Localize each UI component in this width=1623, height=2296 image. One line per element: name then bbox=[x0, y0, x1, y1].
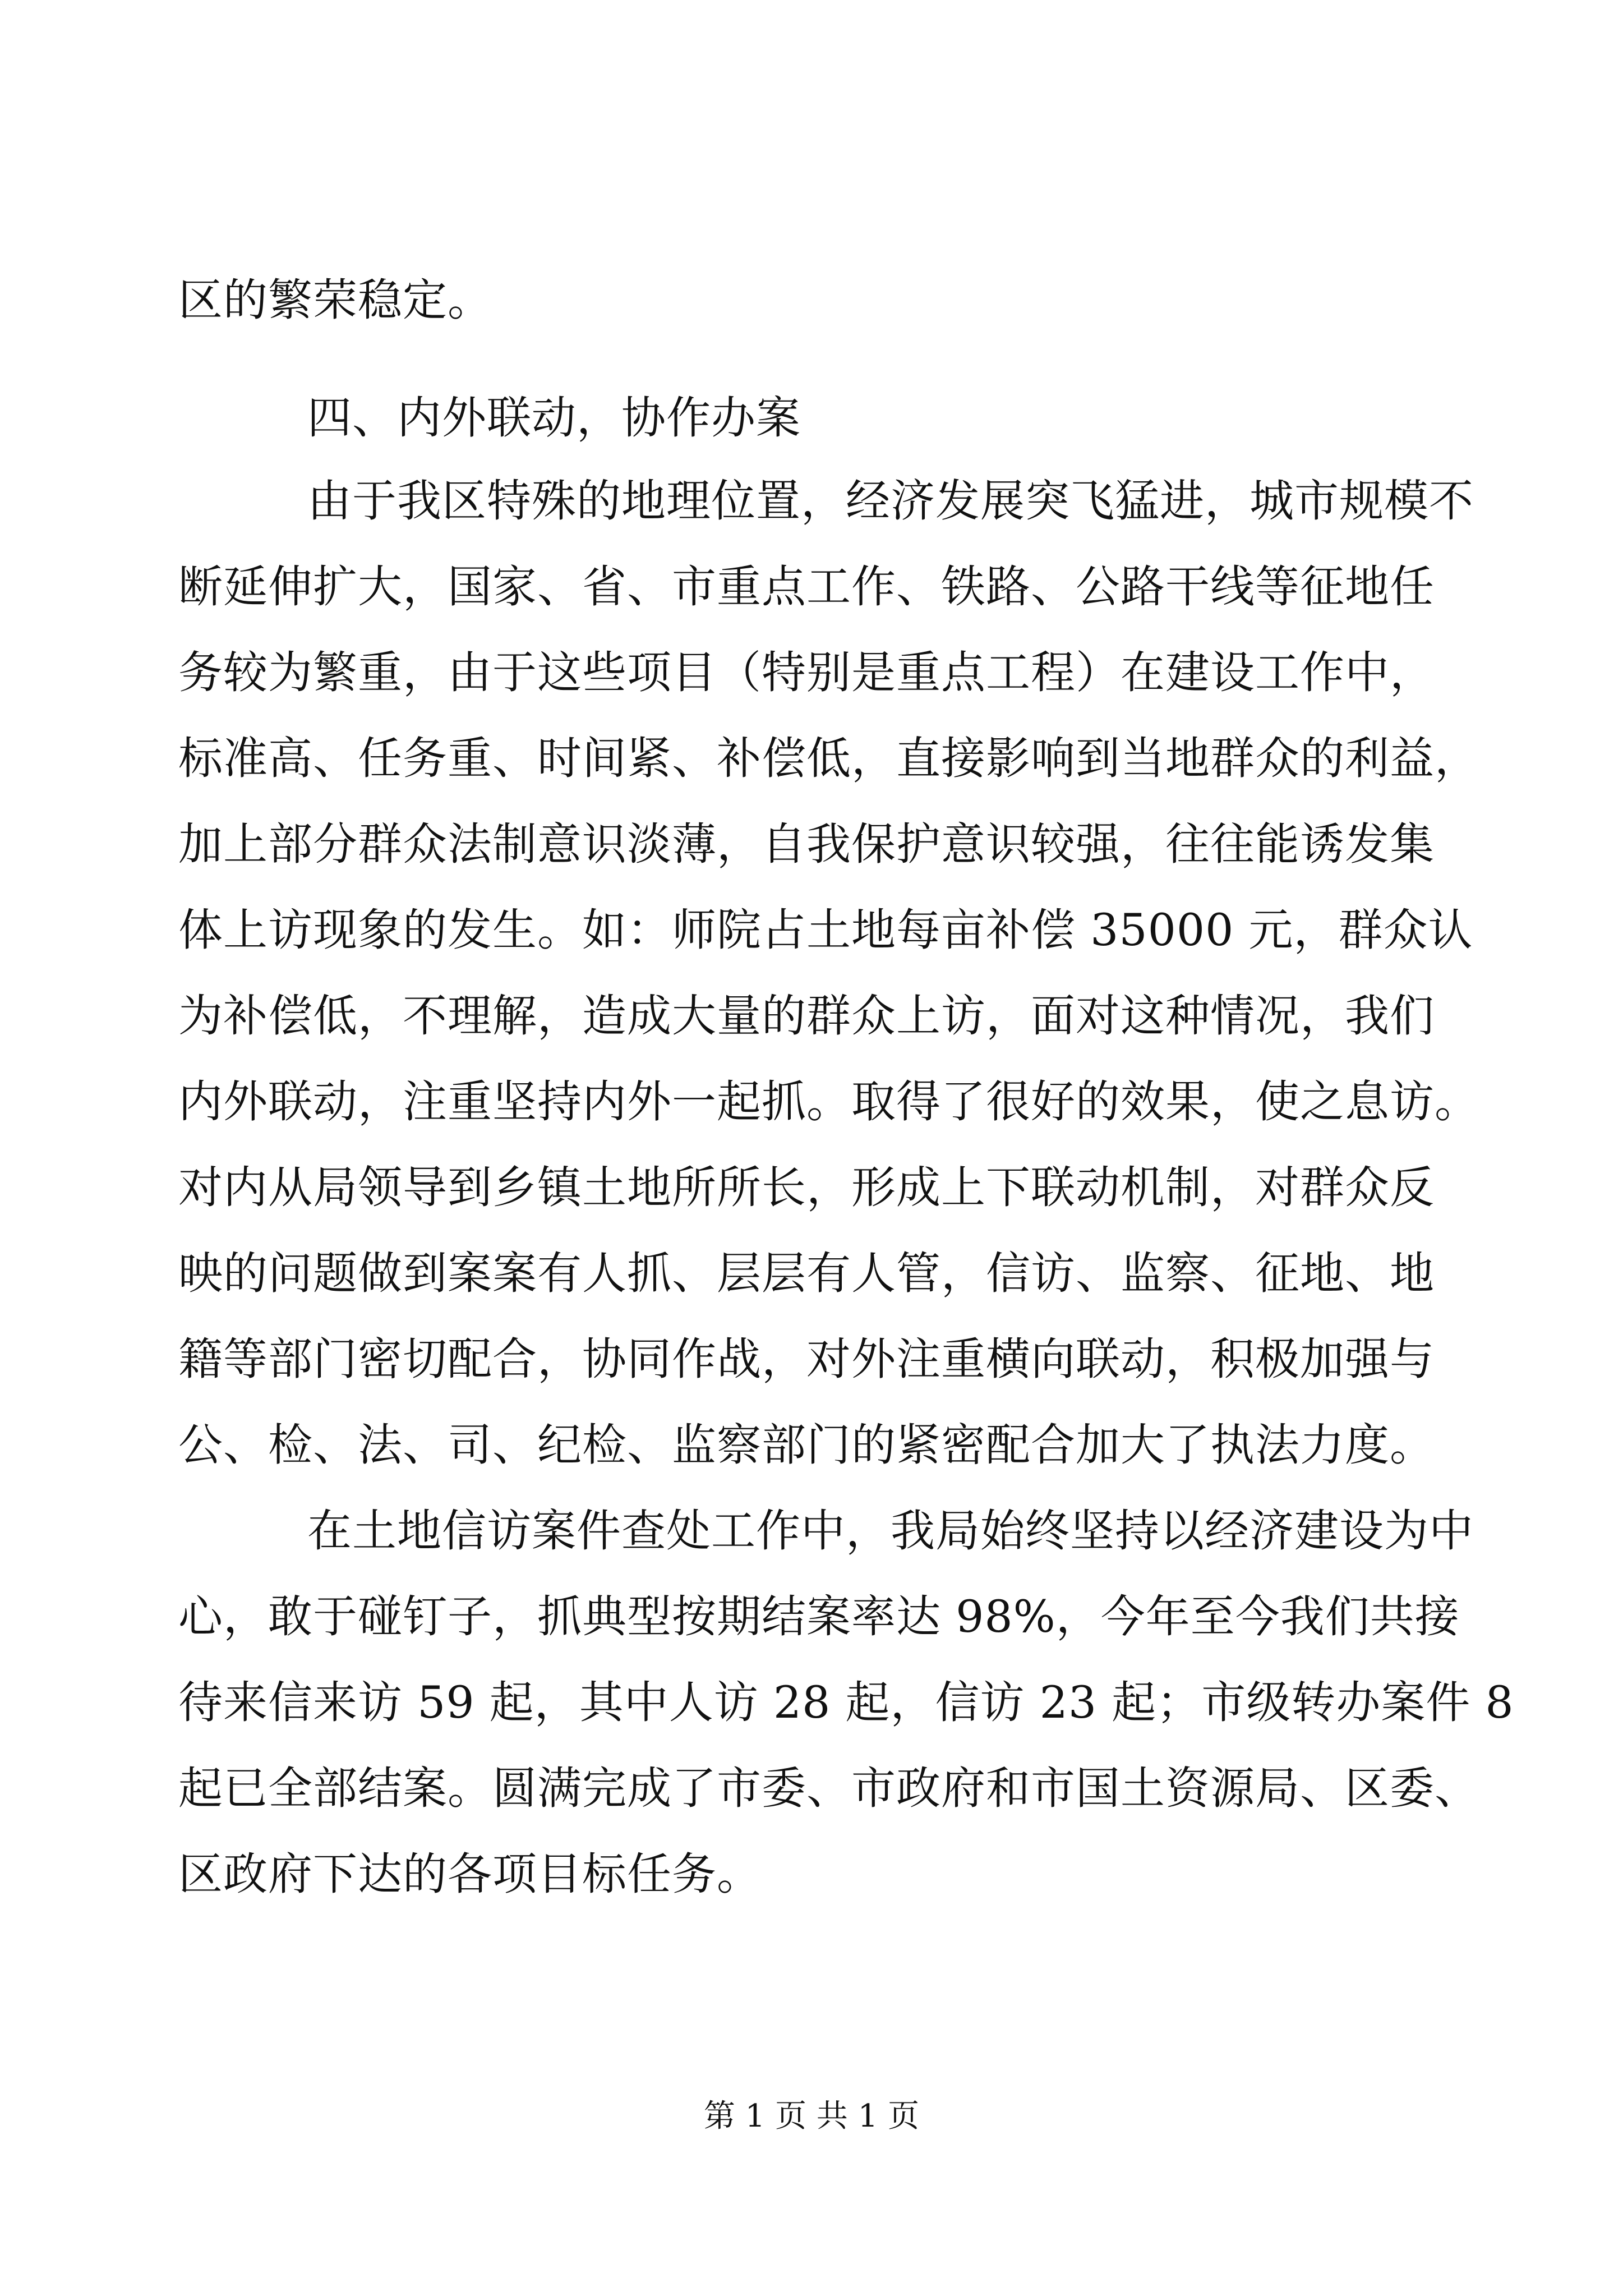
paragraph-line: 体上访现象的发生。如：师院占土地每亩补偿 35000 元，群众认 bbox=[178, 904, 1473, 956]
paragraph-line: 加上部分群众法制意识淡薄，自我保护意识较强，往往能诱发集 bbox=[178, 818, 1435, 870]
paragraph-line: 公、检、法、司、纪检、监察部门的紧密配合加大了执法力度。 bbox=[178, 1419, 1435, 1471]
paragraph-line: 为补偿低，不理解，造成大量的群众上访，面对这种情况，我们 bbox=[178, 990, 1435, 1042]
paragraph-line: 心，敢于碰钉子，抓典型按期结案率达 98%，今年至今我们共接 bbox=[178, 1591, 1460, 1642]
paragraph-line: 待来信来访 59 起，其中人访 28 起，信访 23 起；市级转办案件 8 bbox=[178, 1677, 1514, 1728]
paragraph-line: 籍等部门密切配合，协同作战，对外注重横向联动，积极加强与 bbox=[178, 1333, 1435, 1385]
page-footer: 第 1 页 共 1 页 bbox=[703, 2098, 920, 2134]
section-heading: 四、内外联动，协作办案 bbox=[307, 392, 801, 444]
paragraph-line: 标准高、任务重、时间紧、补偿低，直接影响到当地群众的利益， bbox=[178, 733, 1479, 784]
paragraph-line: 对内从局领导到乡镇土地所所长，形成上下联动机制，对群众反 bbox=[178, 1162, 1435, 1213]
paragraph-line: 内外联动，注重坚持内外一起抓。取得了很好的效果，使之息访。 bbox=[178, 1076, 1479, 1128]
paragraph-line: 映的问题做到案案有人抓、层层有人管，信访、监察、征地、地 bbox=[178, 1248, 1435, 1299]
paragraph-line: 在土地信访案件查处工作中，我局始终坚持以经济建设为中 bbox=[307, 1505, 1474, 1557]
paragraph-line: 断延伸扩大，国家、省、市重点工作、铁路、公路干线等征地任 bbox=[178, 561, 1435, 613]
paragraph-line: 由于我区特殊的地理位置，经济发展突飞猛进，城市规模不 bbox=[307, 475, 1474, 527]
paragraph-line: 区政府下达的各项目标任务。 bbox=[178, 1848, 762, 1900]
paragraph-line: 区的繁荣稳定。 bbox=[178, 274, 492, 326]
paragraph-line: 起已全部结案。圆满完成了市委、市政府和市国土资源局、区委、 bbox=[178, 1763, 1479, 1814]
paragraph-line: 务较为繁重，由于这些项目（特别是重点工程）在建设工作中， bbox=[178, 647, 1435, 698]
